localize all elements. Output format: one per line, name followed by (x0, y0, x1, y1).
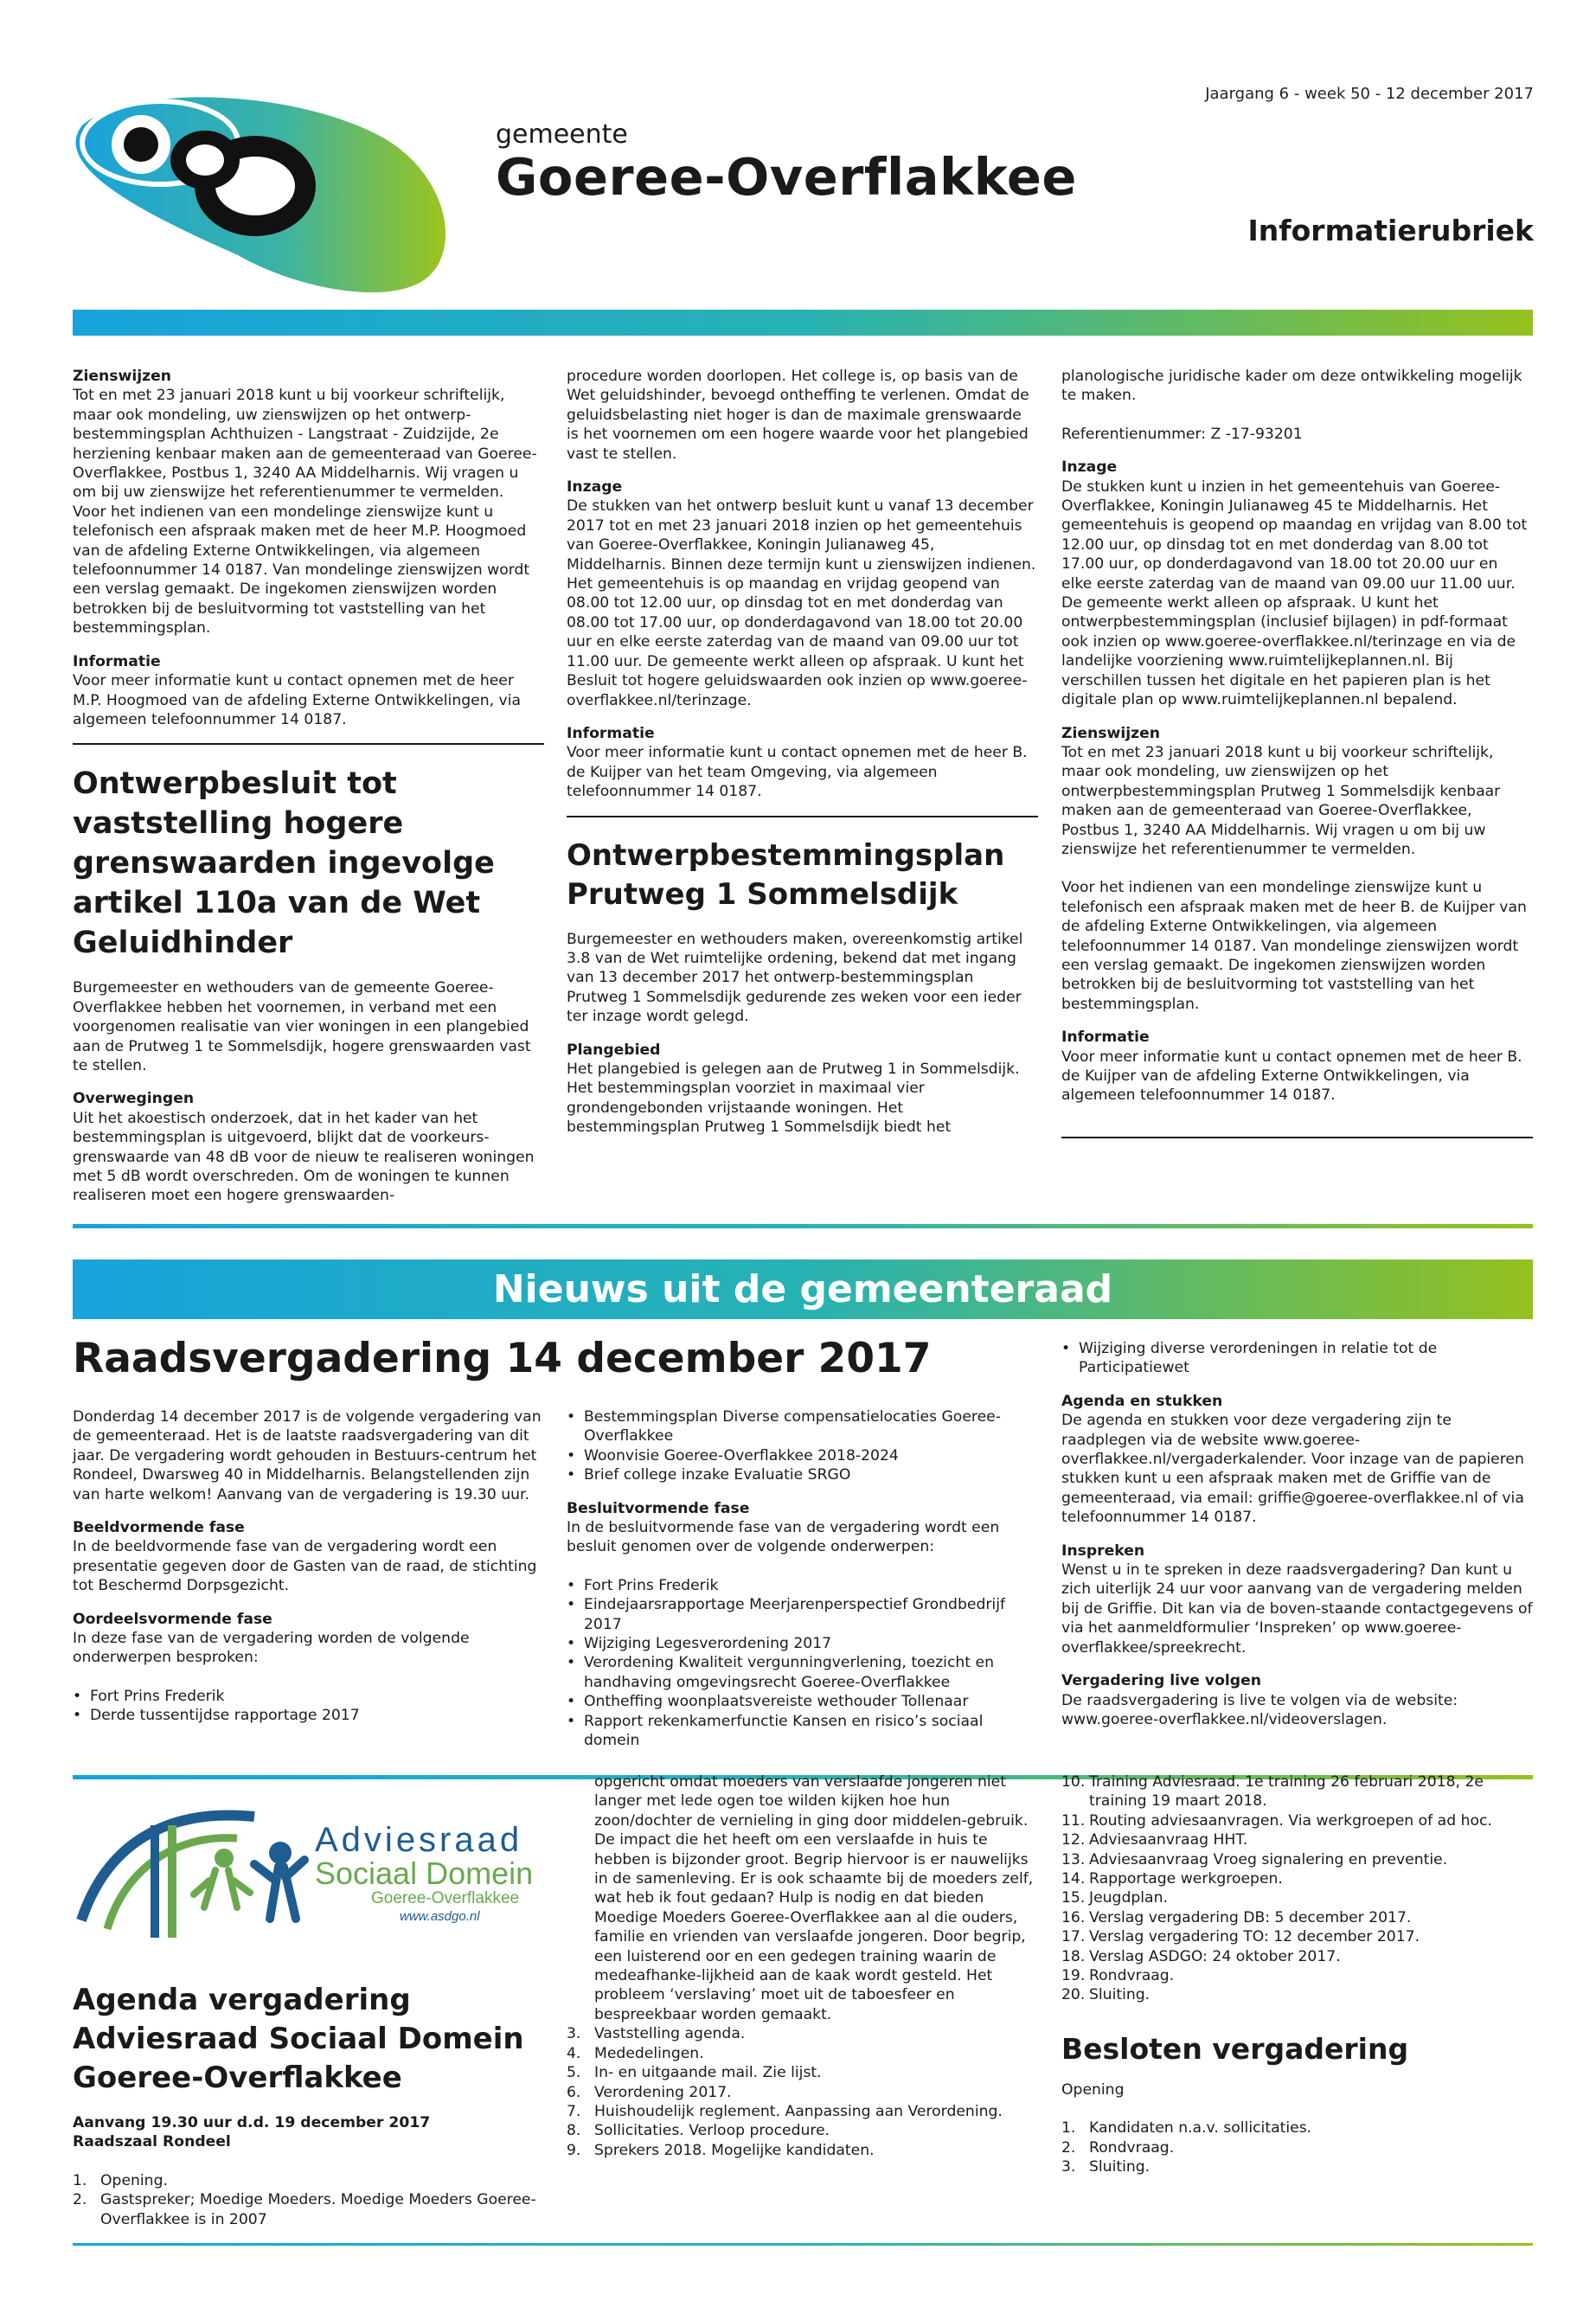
bullet-list (567, 1407, 1038, 1485)
agenda-item: 9. Sprekers 2018. Mogelijke kandidaten. (567, 2141, 875, 2159)
top-column-3 (1061, 367, 1533, 1157)
list-item: • Ontheffing woonplaatsvereiste wethouder Tollenaar (567, 1692, 1038, 1711)
agenda-item: 20. Sluiting. (1061, 1986, 1151, 2004)
agenda-item: 3. Sluiting. (1061, 2158, 1151, 2176)
heading-besluitvormend: Besluitvormende fase (567, 1499, 750, 1517)
closed-meeting-title: Besloten vergadering (1061, 2031, 1409, 2066)
paragraph: De agenda en stukken voor deze vergadering zijn te raadplegen via de website www.goeree-overflakkee.nl/vergaderkalender. Voor inzage van de papieren stukken kunt u een afspraak maken met de Griffie van de gemeenteraad, via email: griffie@goeree-overflakkee.nl of via telefoonnummer 14 0187. (1061, 1412, 1524, 1527)
logo-url: www.asdgo.nl (400, 1909, 480, 1924)
article-title-geluidhinder: Ontwerpbesluit tot vaststelling hogere grenswaarden ingevolge artikel 110a van de Wet Geluidhinder (73, 766, 495, 961)
agenda-item: 2. Gastspreker; Moedige Moeders. Moedige Moeders Goeree-Overflakkee is in 2007 (73, 2191, 536, 2228)
heading-inzage: Inzage (567, 478, 623, 497)
rubric-title: Informatierubriek (1247, 214, 1534, 247)
heading-informatie: Informatie (1061, 1029, 1150, 1047)
agenda-item: 5. In- en uitgaande mail. Zie lijst. (567, 2064, 822, 2082)
gemeente-logo (65, 82, 463, 298)
asd-column-1 (73, 1981, 544, 2229)
list-item: • Wijziging diverse verordeningen in relatie tot de Participatiewet (1061, 1339, 1533, 1378)
paragraph: Het plangebied is gelegen aan de Prutweg 1 in Sommelsdijk. Het bestemmingsplan voorziet in maximaal vier grondengebonden vrijstaande woningen. Het bestemmingsplan Prutweg 1 Sommelsdijk biedt het (567, 1060, 1020, 1137)
heading-oordeelsvormend: Oordeelsvormende fase (73, 1610, 272, 1628)
heading-overwegingen: Overwegingen (73, 1090, 195, 1108)
logo-line-3: Goeree-Overflakkee (371, 1889, 520, 1907)
news-column-1 (73, 1407, 544, 1726)
list-item: • Bestemmingsplan Diverse compensatielocaties Goeree-Overflakkee (567, 1407, 1038, 1446)
paragraph: Voor meer informatie kunt u contact opnemen met de heer B. de Kuijper van de afdeling Externe Ontwikkelingen, via algemeen telefoonnummer 14 0187. (1061, 1048, 1522, 1105)
logo-line-2: Sociaal Domein (315, 1856, 534, 1891)
section-divider (73, 1224, 1533, 1228)
divider (1061, 1137, 1533, 1138)
agenda-item: 17. Verslag vergadering TO: 12 december 2017. (1061, 1928, 1420, 1946)
agenda-item: 3. Vaststelling agenda. (567, 2025, 746, 2043)
bullet-list (1061, 1339, 1533, 1378)
heading-beeldvormend: Beeldvormende fase (73, 1519, 245, 1537)
adviesraad-logo (73, 1791, 544, 1946)
list-item: • Derde tussentijdse rapportage 2017 (73, 1706, 544, 1725)
asd-title: Agenda vergadering Adviesraad Sociaal Domein Goeree-Overflakkee (73, 1983, 524, 2095)
paragraph: Tot en met 23 januari 2018 kunt u bij voorkeur schriftelijk, maar ook mondeling, uw zienswijzen op het ontwerp-bestemmingsplan Achthuizen - Langstraat - Zuidzijde, 2e herziening kenbaar maken aan de gemeenteraad van Goeree-Overflakkee, Postbus 1, 3240 AA Middelharnis. Wij vragen u om bij uw zienswijze het referentienummer te vermelden. (73, 387, 537, 502)
divider (567, 816, 1038, 817)
agenda-item: 1. Opening. (73, 2171, 168, 2189)
meeting-title: Raadsvergadering 14 december 2017 (73, 1335, 932, 1382)
asd-column-2 (567, 1772, 1038, 2160)
reference-number: Referentienummer: Z -17-93201 (1061, 425, 1303, 443)
list-item: • Rapport rekenkamerfunctie Kansen en risico’s sociaal domein (567, 1712, 1038, 1751)
list-item: • Fort Prins Frederik (567, 1576, 1038, 1595)
asd-column-3 (1061, 1772, 1533, 2177)
paragraph: Voor het indienen van een mondelinge zienswijze kunt u telefonisch een afspraak maken met de heer B. de Kuijper van de afdeling Externe Ontwikkelingen, via algemeen telefoonnummer 14 0187. Van mondelinge zienswijzen wordt een verslag gemaakt. De ingekomen zienswijzen worden betrokken bij de besluitvorming tot vaststelling van het bestemmingsplan. (1061, 879, 1527, 1013)
list-item: • Brief college inzake Evaluatie SRGO (567, 1465, 1038, 1484)
paragraph: Voor meer informatie kunt u contact opnemen met de heer M.P. Hoogmoed van de afdeling Externe Ontwikkelingen, via algemeen telefoonnummer 14 0187. (73, 672, 521, 728)
news-column-3 (1061, 1339, 1533, 1729)
agenda-list (567, 2024, 1038, 2160)
paragraph: Voor het indienen van een mondelinge zienswijze kunt u telefonisch een afspraak maken met de heer M.P. Hoogmoed van de afdeling Externe Ontwikkelingen, via algemeen telefoonnummer 14 0187. Van mondelinge zienswijzen wordt een verslag gemaakt. De ingekomen zienswijzen worden betrokken bij de besluitvorming tot vaststelling van het bestemmingsplan. (73, 503, 530, 638)
paragraph: Tot en met 23 januari 2018 kunt u bij voorkeur schriftelijk, maar ook mondeling, uw zienswijzen op het ontwerpbestemmingsplan Prutweg 1 Sommelsdijk kenbaar maken aan de gemeenteraad van Goeree-Overflakkee, Postbus 1, 3240 AA Middelharnis. Wij vragen u om bij uw zienswijze het referentienummer te vermelden. (1061, 743, 1501, 858)
paragraph: In de besluitvormende fase van de vergadering wordt een besluit genomen over de volgende onderwerpen: (567, 1519, 1000, 1556)
agenda-item: 10. Training Adviesraad. 1e training 26 februari 2018, 2e training 19 maart 2018. (1061, 1773, 1484, 1811)
paragraph: Wenst u in te spreken in deze raadsvergadering? Dan kunt u zich uiterlijk 24 uur voor aanvang van de vergadering melden bij de Griffie. Dit kan via de boven-staande contactgegevens of via het aanmeldformulier ‘Inspreken’ op www.goeree-overflakkee/spreekrecht. (1061, 1561, 1533, 1657)
meeting-time: Aanvang 19.30 uur d.d. 19 december 2017 (73, 2114, 431, 2131)
paragraph: procedure worden doorlopen. Het college is, op basis van de Wet geluidshinder, bevoegd ontheffing te verlenen. Omdat de geluidsbelasting niet hoger is dan de maximale grenswaarde is het voornemen om een hogere waarde voor het plangebied vast te stellen. (567, 368, 1029, 463)
agenda-item: 14. Rapportage werkgroepen. (1061, 1870, 1283, 1888)
paragraph: Burgemeester en wethouders maken, overeenkomstig artikel 3.8 van de Wet ruimtelijke ordening, bekend dat met ingang van 13 december 2017 het ontwerp-bestemmingsplan Prutweg 1 Sommelsdijk gedurende zes weken voor een ieder ter inzage wordt gelegd. (567, 930, 1023, 1026)
brand-title: Goeree-Overflakkee (496, 147, 1077, 207)
bullet-list (73, 1687, 544, 1726)
heading-inzage: Inzage (1061, 458, 1118, 477)
paragraph: opgericht omdat moeders van verslaafde jongeren niet langer met lede ogen toe wilden kijken hoe hun zoon/dochter de vernieling in ging door middelen-gebruik. De impact die het heeft om een verslaafde in huis te hebben is bijzonder groot. Begrip hiervoor is er nauwelijks in de samenleving. Er is ook schaamte bij de moeders zelf, wat heb ik fout gedaan? Hulp is nodig en dat bieden Moedige Moeders Goeree-Overflakkee aan al die ouders, familie en vrienden van verslaafde jongeren. Door begrip, een luisterend oor en een gedegen training waarin de medeafhanke-lijkheid aan de kaak wordt gesteld. Het probleem ‘verslaving’ moet uit de taboesfeer en bespreekbaar worden gemaakt. (594, 1773, 1034, 2023)
agenda-list (1061, 2118, 1533, 2176)
news-column-2 (567, 1407, 1038, 1751)
agenda-item: 8. Sollicitaties. Verloop procedure. (567, 2122, 830, 2140)
heading-plangebied: Plangebied (567, 1041, 661, 1059)
news-banner: Nieuws uit de gemeenteraad (73, 1259, 1533, 1319)
agenda-item: 16. Verslag vergadering DB: 5 december 2017. (1061, 1908, 1412, 1926)
issue-line: Jaargang 6 - week 50 - 12 december 2017 (1205, 85, 1534, 103)
list-item: • Wijziging Legesverordening 2017 (567, 1634, 1038, 1653)
top-column-1 (73, 367, 544, 1206)
paragraph: De stukken van het ontwerp besluit kunt u vanaf 13 december 2017 tot en met 23 januari 2018 inzien op het gemeentehuis van Goeree-Overflakkee, Koningin Julianaweg 45, Middelharnis. Binnen deze termijn kunt u zienswijzen indienen. Het gemeentehuis is op maandag en vrijdag geopend van 08.00 tot 12.00 uur, op dinsdag tot en met donderdag van 08.00 tot 17.00 uur, op donderdagavond van 18.00 tot 20.00 uur en elke eerste zaterdag van de maand van 09.00 uur tot 11.00 uur. De gemeente werkt alleen op afspraak. U kunt het Besluit tot hogere geluidswaarden ook inzien op www.goeree-overflakkee.nl/terinzage. (567, 497, 1036, 709)
agenda-item: 1. Kandidaten n.a.v. sollicitaties. (1061, 2119, 1312, 2138)
list-item: • Verordening Kwaliteit vergunningverlening, toezicht en handhaving omgevingsrecht Goeree-Overflakkee (567, 1653, 1038, 1692)
agenda-item: 12. Adviesaanvraag HHT. (1061, 1831, 1248, 1849)
heading-informatie: Informatie (567, 724, 655, 742)
paragraph: Uit het akoestisch onderzoek, dat in het kader van het bestemmingsplan is uitgevoerd, blijkt dat de voorkeurs-grenswaarde van 48 dB voor de nieuw te realiseren woningen met 5 dB wordt overschreden. Om de woningen te kunnen realiseren moet een hogere grenswaarden- (73, 1109, 535, 1205)
list-item: • Woonvisie Goeree-Overflakkee 2018-2024 (567, 1446, 1038, 1465)
heading-informatie: Informatie (73, 652, 161, 670)
logo-line-1: Adviesraad (315, 1821, 523, 1859)
top-gradient-bar (73, 310, 1533, 336)
paragraph: De raadsvergadering is live te volgen via de website: www.goeree-overflakkee.nl/videoverslagen. (1061, 1691, 1458, 1728)
agenda-item: 4. Mededelingen. (567, 2044, 704, 2062)
heading-inspreken: Inspreken (1061, 1541, 1145, 1560)
agenda-list (1061, 1772, 1533, 2005)
heading-agenda: Agenda en stukken (1061, 1392, 1223, 1410)
paragraph: planologische juridische kader om deze ontwikkeling mogelijk te maken. (1061, 368, 1522, 405)
closed-opening: Opening (1061, 2080, 1125, 2099)
top-column-2 (567, 367, 1038, 1138)
paragraph: Donderdag 14 december 2017 is de volgende vergadering van de gemeenteraad. Het is de laatste raadsvergadering van dit jaar. De vergadering wordt gehouden in Bestuurs-centrum het Rondeel, Dwarsweg 40 in Middelharnis. Belangstellenden zijn van harte welkom! Aanvang van de vergadering is 19.30 uur. (73, 1408, 542, 1503)
agenda-item: 15. Jeugdplan. (1061, 1889, 1168, 1907)
meeting-place: Raadszaal Rondeel (73, 2133, 231, 2151)
heading-live: Vergadering live volgen (1061, 1672, 1261, 1690)
agenda-item: 7. Huishoudelijk reglement. Aanpassing aan Verordening. (567, 2102, 1003, 2120)
agenda-list (73, 2171, 544, 2229)
divider (73, 743, 544, 745)
paragraph: Burgemeester en wethouders van de gemeente Goeree-Overflakkee hebben het voornemen, in verband met een voorgenomen realisatie van vier woningen in een plangebied aan de Prutweg 1 te Sommelsdijk, hogere grenswaarden vast te stellen. (73, 979, 531, 1074)
list-item: • Fort Prins Frederik (73, 1687, 544, 1706)
heading-zienswijzen: Zienswijzen (1061, 724, 1161, 742)
paragraph: In de beeldvormende fase van de vergadering wordt een presentatie gegeven door de Gasten van de raad, de stichting tot Beschermd Dorpsgezicht. (73, 1538, 537, 1595)
article-title-prutweg: Ontwerpbestemmingsplan Prutweg 1 Sommelsdijk (567, 837, 1005, 912)
bottom-divider (73, 2243, 1533, 2246)
agenda-item: 6. Verordening 2017. (567, 2083, 732, 2101)
paragraph: Voor meer informatie kunt u contact opnemen met de heer B. de Kuijper van het team Omgeving, via algemeen telefoonnummer 14 0187. (567, 744, 1028, 801)
brand-small: gemeente (496, 119, 628, 150)
heading-zienswijzen: Zienswijzen (73, 368, 172, 385)
list-item: • Eindejaarsrapportage Meerjarenperspectief Grondbedrijf 2017 (567, 1595, 1038, 1634)
paragraph: In deze fase van de vergadering worden de volgende onderwerpen besproken: (73, 1630, 470, 1667)
agenda-item: 18. Verslag ASDGO: 24 oktober 2017. (1061, 1947, 1341, 1965)
agenda-item: 11. Routing adviesaanvragen. Via werkgroepen of ad hoc. (1061, 1811, 1492, 1830)
bullet-list (567, 1576, 1038, 1751)
agenda-item: 2. Rondvraag. (1061, 2138, 1175, 2157)
paragraph: De stukken kunt u inzien in het gemeentehuis van Goeree-Overflakkee, Koningin Julianaweg 45 te Middelharnis. Het gemeentehuis is geopend op maandag en vrijdag van 8.00 tot 12.00 uur, op dinsdag tot en met donderdag van 8.00 tot 17.00 uur, op donderdagavond van 18.00 tot 20.00 uur en elke eerste zaterdag van de maand van 09.00 uur 11.00 uur. De gemeente werkt alleen op afspraak. U kunt het ontwerpbestemmingsplan (inclusief bijlagen) in pdf-formaat ook inzien op www.goeree-overflakkee.nl/terinzage en via de landelijke voorziening www.ruimtelijkeplannen.nl. Bij verschillen tussen het digitale en het papieren plan is het digitale plan op www.ruimtelijkeplannen.nl bepalend. (1061, 478, 1528, 709)
agenda-item: 19. Rondvraag. (1061, 1967, 1175, 1985)
agenda-item: 13. Adviesaanvraag Vroeg signalering en preventie. (1061, 1850, 1448, 1868)
